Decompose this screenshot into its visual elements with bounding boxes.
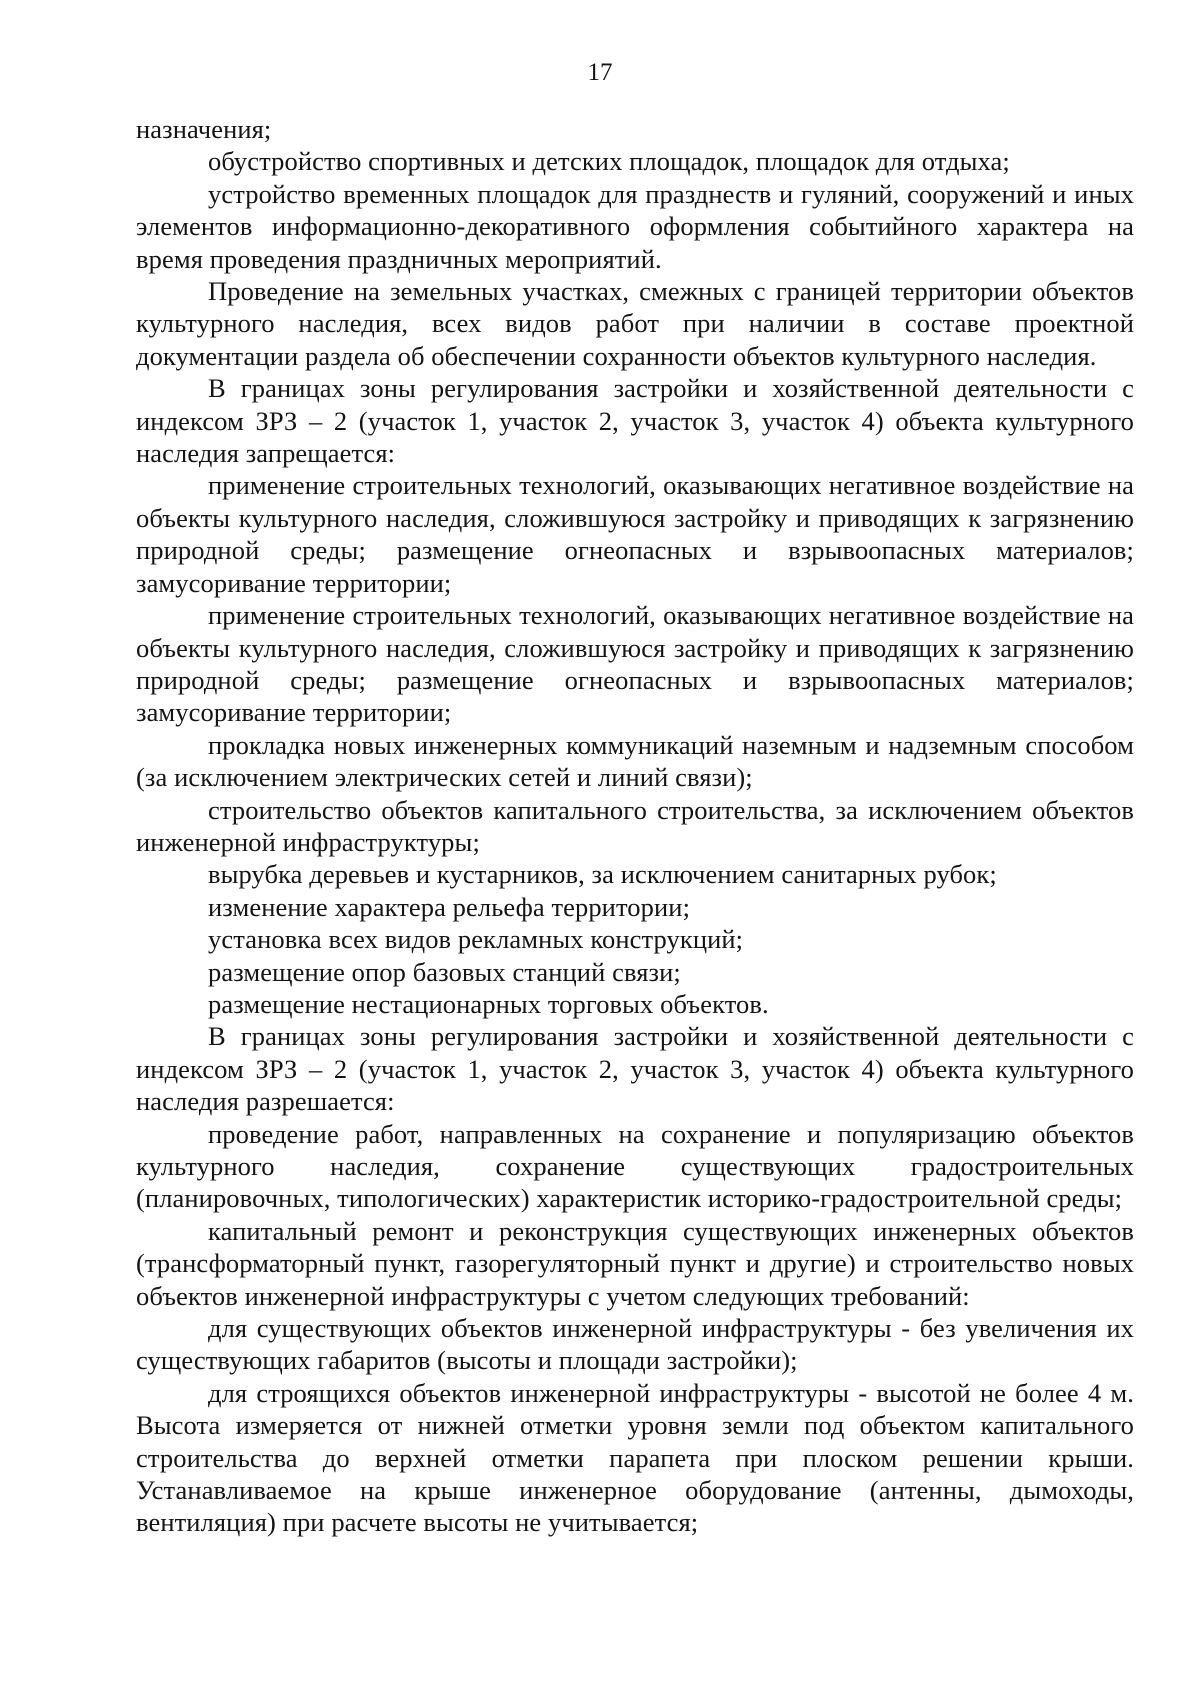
paragraph: применение строительных технологий, оказывающих негативное воздействие на объекты культурного наследия, сложившуюся застройку и приводящих к загрязнению природной среды; размещение огнеопасных и взрывоопасных материалов; замусоривание территории; [136,600,1134,728]
paragraph: для существующих объектов инженерной инфраструктуры - без увеличения их существующих габаритов (высоты и площади застройки); [136,1313,1134,1376]
paragraph: вырубка деревьев и кустарников, за исключением санитарных рубок; [208,859,997,890]
paragraph: установка всех видов рекламных конструкций; [208,924,744,955]
paragraph: обустройство спортивных и детских площадок, площадок для отдыха; [208,146,1010,177]
paragraph: В границах зоны регулирования застройки и хозяйственной деятельности с индексом ЗРЗ – 2 (участок 1, участок 2, участок 3, участок 4) объекта культурного наследия запрещается: [136,373,1134,469]
paragraph: изменение характера рельефа территории; [208,891,691,922]
paragraph: устройство временных площадок для празднеств и гуляний, сооружений и иных элементов информационно-декоративного оформления событийного характера на время проведения праздничных мероприятий. [136,178,1134,274]
paragraph: прокладка новых инженерных коммуникаций наземным и надземным способом (за исключением электрических сетей и линий связи); [136,729,1134,793]
paragraph: для строящихся объектов инженерной инфраструктуры - высотой не более 4 м. Высота измеряется от нижней отметки уровня земли под объектом капитального строительства до верхней отметки парапета при плоском решении крыши. Устанавливаемое на крыше инженерное оборудование (антенны, дымоходы, вентиляция) при расчете высоты не учитывается; [136,1377,1134,1538]
paragraph: назначения; [136,114,272,144]
paragraph: проведение работ, направленных на сохранение и популяризацию объектов культурного наследия, сохранение существующих градостроительных (планировочных, типологических) характеристик историко-градостроительной среды; [136,1118,1134,1214]
paragraph: Проведение на земельных участках, смежных с границей территории объектов культурного наследия, всех видов работ при наличии в составе проектной документации раздела об обеспечении сохранности объектов культурного наследия. [136,276,1134,371]
paragraph: размещение нестационарных торговых объектов. [208,988,769,1019]
paragraph: капитальный ремонт и реконструкция существующих инженерных объектов (трансформаторный пункт, газорегуляторный пункт и другие) и строительство новых объектов инженерной инфраструктуры с учетом следующих требований: [136,1215,1134,1311]
body-text [136,113,1134,1539]
paragraph: применение строительных технологий, оказывающих негативное воздействие на объекты культурного наследия, сложившуюся застройку и приводящих к загрязнению природной среды; размещение огнеопасных и взрывоопасных материалов; замусоривание территории; [136,470,1134,598]
paragraph: строительство объектов капитального строительства, за исключением объектов инженерной инфраструктуры; [136,794,1134,857]
page-number: 17 [587,59,613,86]
paragraph: размещение опор базовых станций связи; [208,956,681,987]
paragraph: В границах зоны регулирования застройки и хозяйственной деятельности с индексом ЗРЗ – 2 (участок 1, участок 2, участок 3, участок 4) объекта культурного наследия разрешается: [136,1021,1134,1117]
